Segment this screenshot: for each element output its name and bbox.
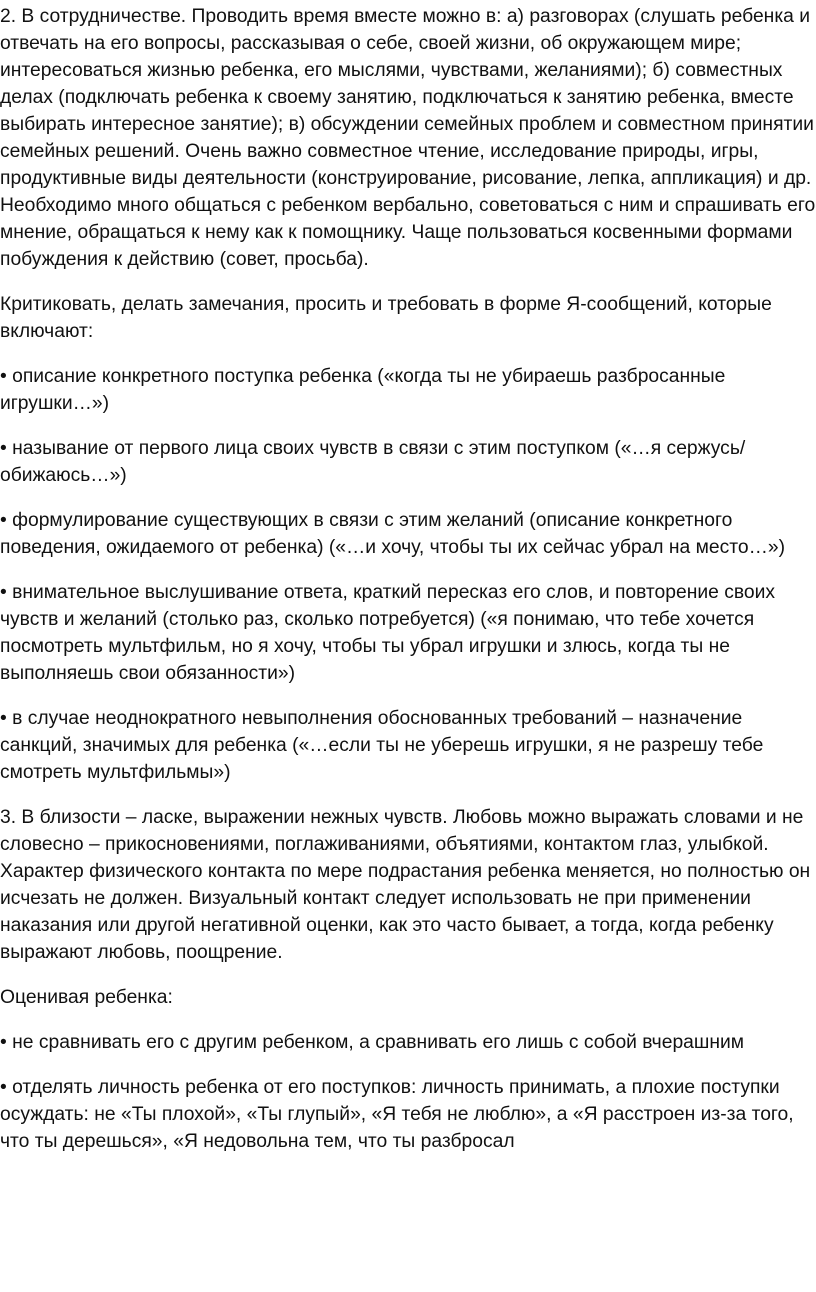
paragraph-closeness: 3. В близости – ласке, выражении нежных чувств. Любовь можно выражать словами и не словесно – прикосновениями, поглаживаниями, объятиями, контактом глаз, улыбкой. Характер физического контакта по мере подрастания ребенка меняется, но полностью он исчезать не должен. Визуальный контакт следует использовать не при применении наказания или другой негативной оценки, как это часто бывает, а тогда, когда ребенку выражают любовь, поощрение.: [0, 807, 811, 963]
paragraph-i-messages-intro: Критиковать, делать замечания, просить и требовать в форме Я-сообщений, которые включают:: [0, 294, 772, 342]
list-item-no-comparison: • не сравнивать его с другим ребенком, а сравнивать его лишь с собой вчерашним: [0, 1032, 745, 1053]
list-item-name-feelings: • называние от первого лица своих чувств в связи с этим поступком («…я сержусь/обижаюсь…»): [0, 438, 746, 486]
paragraph-cooperation: 2. В сотрудничестве. Проводить время вместе можно в: а) разговорах (слушать ребенка и отвечать на его вопросы, рассказывая о себе, своей жизни, об окружающем мире; интересоваться жизнью ребенка, его мыслями, чувствами, желаниями); б) совместных делах (подключать ребенка к своему занятию, подключаться к занятию ребенка, вместе выбирать интересное занятие); в) обсуждении семейных проблем и совместном принятии семейных решений. Очень важно совместное чтение, исследование природы, игры, продуктивные виды деятельности (конструирование, рисование, лепка, аппликация) и др. Необходимо много общаться с ребенком вербально, советоваться с ним и спрашивать его мнение, обращаться к нему как к помощнику. Чаще пользоваться косвенными формами побуждения к действию (совет, просьба).: [0, 6, 816, 270]
list-item-formulate-wishes: • формулирование существующих в связи с этим желаний (описание конкретного поведения, ожидаемого от ребенка) («…и хочу, чтобы ты их сейчас убрал на место…»): [0, 510, 786, 558]
list-item-sanctions: • в случае неоднократного невыполнения обоснованных требований – назначение санкций, значимых для ребенка («…если ты не уберешь игрушки, я не разрешу тебе смотреть мультфильмы»): [0, 708, 764, 783]
list-item-separate-personality: • отделять личность ребенка от его поступков: личность принимать, а плохие поступки осуждать: не «Ты плохой», «Ты глупый», «Я тебя не люблю», а «Я расстроен из-за того, что ты дерешься», «Я недовольна тем, что ты разбросал: [0, 1077, 794, 1152]
paragraph-evaluating-intro: Оценивая ребенка:: [0, 987, 173, 1008]
list-item-active-listening: • внимательное выслушивание ответа, краткий пересказ его слов, и повторение своих чувств и желаний (столько раз, сколько потребуется) («я понимаю, что тебе хочется посмотреть мультфильм, но я хочу, чтобы ты убрал игрушки и злюсь, когда ты не выполняешь свои обязанности»): [0, 582, 776, 684]
list-item-describe-action: • описание конкретного поступка ребенка («когда ты не убираешь разбросанные игрушки…»): [0, 366, 726, 414]
